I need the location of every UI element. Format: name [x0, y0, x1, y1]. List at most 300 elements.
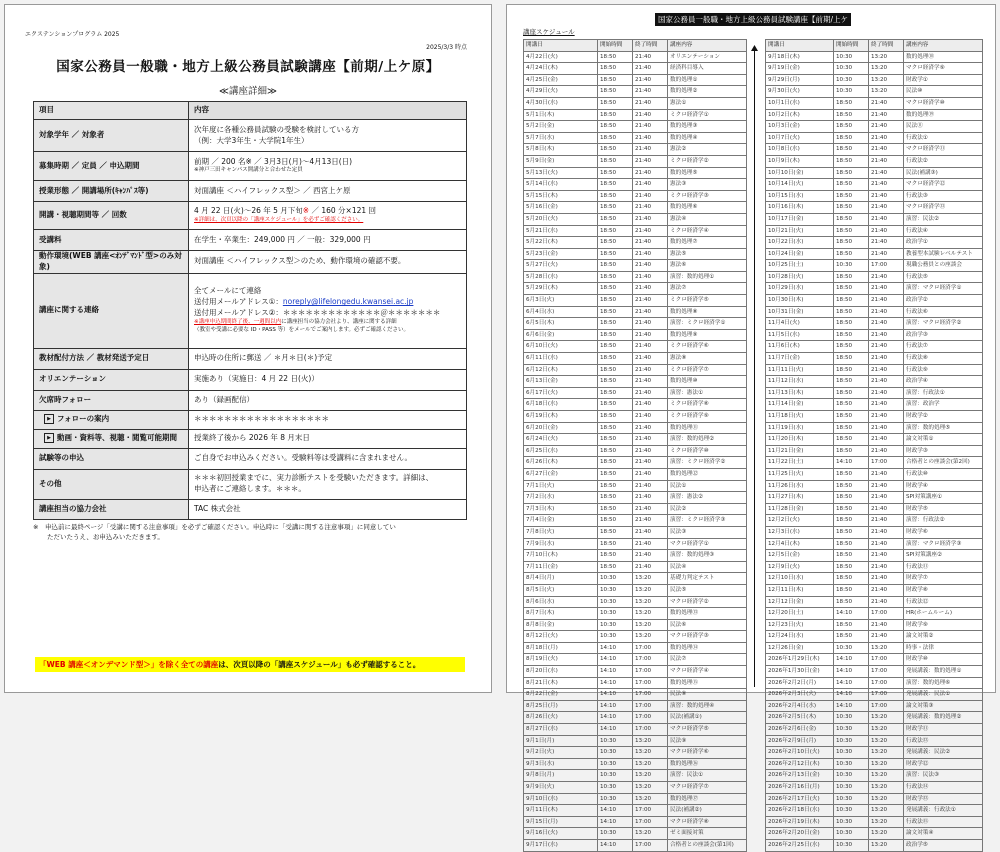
schedule-content: 数的処理⑰: [668, 793, 747, 805]
schedule-start: 10:30: [834, 770, 869, 782]
schedule-end: 21:40: [869, 237, 904, 249]
schedule-end: 21:40: [633, 295, 668, 307]
schedule-date: 2026年2月4日(水): [766, 700, 834, 712]
schedule-start: 18:50: [834, 144, 869, 156]
notice-mark: ※: [33, 523, 39, 531]
schedule-row: [766, 132, 983, 144]
schedule-content: 発展講義：数的処理①: [904, 666, 983, 678]
schedule-date: 2026年2月20日(金): [766, 828, 834, 840]
schedule-content: 時事・法律: [904, 642, 983, 654]
schedule-date: 9月18日(木): [766, 51, 834, 63]
schedule-row: [766, 839, 983, 851]
schedule-content: 民法⑤: [668, 584, 747, 596]
schedule-date: 5月23日(金): [524, 248, 598, 260]
schedule-row: [524, 237, 747, 249]
schedule-start: 18:50: [834, 596, 869, 608]
schedule-date: 6月4日(水): [524, 306, 598, 318]
schedule-content: ミクロ経済学⑩: [668, 445, 747, 457]
other-line2: 申込者にご連絡します。＊＊＊。: [194, 484, 306, 494]
schedule-row: [766, 735, 983, 747]
schedule-row: [766, 387, 983, 399]
schedule-end: 21:40: [633, 515, 668, 527]
schedule-content: 演習：民法③: [904, 770, 983, 782]
schedule-date: 10月10日(金): [766, 167, 834, 179]
schedule-start: 10:30: [834, 86, 869, 98]
schedule-date: 10月16日(木): [766, 202, 834, 214]
schedule-date: 6月13日(金): [524, 376, 598, 388]
schedule-content: 数的処理⑬: [668, 608, 747, 620]
other-line1: ＊＊＊初回授業までに、実力診断テストを受験いただきます。詳細は、: [194, 473, 434, 483]
schedule-start: 18:50: [834, 341, 869, 353]
schedule-start: 18:50: [834, 179, 869, 191]
schedule-end: 21:40: [869, 468, 904, 480]
schedule-end: 21:40: [633, 167, 668, 179]
schedule-start: 14:10: [598, 805, 633, 817]
schedule-end: 13:20: [869, 770, 904, 782]
schedule-content: 財政学①: [904, 74, 983, 86]
schedule-date: 2026年1月30日(金): [766, 666, 834, 678]
period-count: ／ 160 分×121 回: [309, 206, 377, 216]
schedule-start: 14:10: [834, 666, 869, 678]
schedule-date: 6月10日(火): [524, 341, 598, 353]
schedule-end: 13:20: [633, 782, 668, 794]
schedule-date: 10月28日(火): [766, 271, 834, 283]
schedule-row: [524, 712, 747, 724]
schedule-end: 21:40: [633, 283, 668, 295]
schedule-row: [524, 271, 747, 283]
schedule-content: 演習：政治学: [904, 399, 983, 411]
schedule-row: [524, 213, 747, 225]
schedule-date: 4月29日(火): [524, 86, 598, 98]
schedule-date: 8月6日(水): [524, 596, 598, 608]
schedule-end: 21:40: [633, 434, 668, 446]
schedule-date: 8月18日(月): [524, 642, 598, 654]
schedule-end: 13:20: [869, 816, 904, 828]
schedule-content: 数的処理⑨: [668, 329, 747, 341]
schedule-date: 6月11日(水): [524, 353, 598, 365]
schedule-start: 18:50: [598, 86, 633, 98]
schedule-content: 憲法⑥: [668, 260, 747, 272]
recruit-line1: 前期 ／ 200 名※ ／ 3月3日(月)～4月13日(日): [194, 156, 353, 166]
schedule-date: 12月3日(水): [766, 526, 834, 538]
schedule-row: [524, 144, 747, 156]
orientation-key: オリエンテーション: [34, 369, 189, 390]
schedule-content: 民法(補講③): [904, 167, 983, 179]
schedule-date: 4月30日(水): [524, 97, 598, 109]
fee-value: 在学生・卒業生：249,000 円 ／ 一般：329,000 円: [189, 230, 467, 251]
recruit-value: [189, 152, 467, 181]
schedule-content: 財政学⑩: [904, 654, 983, 666]
schedule-date: 12月24日(水): [766, 631, 834, 643]
schedule-start: 18:50: [834, 167, 869, 179]
schedule-start: 18:50: [598, 492, 633, 504]
notice-text: [33, 522, 473, 543]
schedule-start: 10:30: [598, 735, 633, 747]
schedule-end: 21:40: [633, 86, 668, 98]
schedule-end: 21:40: [633, 63, 668, 75]
schedule-content: 行政法⑧: [904, 353, 983, 365]
schedule-content: 行政法⑭: [904, 782, 983, 794]
schedule-start: 18:50: [834, 132, 869, 144]
schedule-row: [524, 86, 747, 98]
play-icon: ▶: [44, 414, 54, 424]
schedule-header-start: 開始時間: [834, 40, 869, 52]
schedule-row: [766, 109, 983, 121]
target-line1: 次年度に各種公務員試験の受験を検討している方: [194, 124, 359, 134]
schedule-date: 4月24日(木): [524, 63, 598, 75]
schedule-start: 18:50: [598, 376, 633, 388]
schedule-content: マクロ経済学③: [668, 631, 747, 643]
schedule-date: 5月7日(水): [524, 132, 598, 144]
schedule-start: 14:10: [834, 677, 869, 689]
schedule-start: 18:50: [598, 190, 633, 202]
schedule-row: [524, 538, 747, 550]
schedule-date: 9月17日(水): [524, 839, 598, 851]
schedule-end: 21:40: [869, 225, 904, 237]
schedule-content: 憲法⑤: [668, 248, 747, 260]
schedule-start: 10:30: [834, 260, 869, 272]
schedule-end: 21:40: [633, 74, 668, 86]
schedule-start: 10:30: [598, 631, 633, 643]
schedule-start: 18:50: [834, 550, 869, 562]
schedule-content: 演習：数的処理③: [668, 550, 747, 562]
schedule-start: 18:50: [834, 619, 869, 631]
schedule-start: 18:50: [598, 353, 633, 365]
schedule-row: [524, 550, 747, 562]
schedule-start: 18:50: [834, 213, 869, 225]
schedule-content: 財政学⑤: [904, 503, 983, 515]
schedule-end: 13:20: [869, 51, 904, 63]
schedule-end: 13:20: [633, 619, 668, 631]
schedule-content: 数的処理⑲: [904, 109, 983, 121]
schedule-row: [766, 457, 983, 469]
schedule-row: [766, 492, 983, 504]
schedule-content: 民法⑪: [904, 121, 983, 133]
schedule-end: 21:40: [869, 329, 904, 341]
schedule-start: 18:50: [598, 445, 633, 457]
schedule-row: [766, 329, 983, 341]
schedule-date: 11月11日(火): [766, 364, 834, 376]
other-value: [189, 469, 467, 499]
schedule-end: 17:00: [869, 654, 904, 666]
schedule-start: 18:50: [834, 376, 869, 388]
schedule-content: 数的処理⑮: [668, 677, 747, 689]
schedule-date: 5月15日(木): [524, 190, 598, 202]
schedule-end: 21:40: [869, 283, 904, 295]
schedule-end: 13:20: [869, 74, 904, 86]
header-item: 項目: [34, 102, 189, 120]
schedule-row: [524, 793, 747, 805]
schedule-content: マクロ経済学⑬: [904, 202, 983, 214]
schedule-row: [766, 805, 983, 817]
schedule-end: 17:00: [633, 689, 668, 701]
target-line2: （例：大学3年生・大学院1年生）: [194, 135, 309, 145]
schedule-start: 18:50: [598, 295, 633, 307]
schedule-start: 18:50: [834, 318, 869, 330]
schedule-end: 21:40: [633, 318, 668, 330]
schedule-content: 演習：数的処理①: [668, 271, 747, 283]
schedule-date: 6月19日(木): [524, 411, 598, 423]
schedule-date: 2026年2月19日(木): [766, 816, 834, 828]
schedule-start: 10:30: [834, 51, 869, 63]
schedule-row: [524, 63, 747, 75]
schedule-end: 17:00: [869, 689, 904, 701]
schedule-end: 21:40: [869, 515, 904, 527]
schedule-end: 21:40: [869, 584, 904, 596]
schedule-row: [766, 434, 983, 446]
schedule-end: 17:00: [633, 816, 668, 828]
schedule-end: 21:40: [869, 480, 904, 492]
schedule-start: 18:50: [598, 306, 633, 318]
schedule-start: 14:10: [598, 700, 633, 712]
notice-line1: [33, 522, 473, 532]
schedule-content: 民法①: [668, 480, 747, 492]
schedule-content: 発展講義：数的処理②: [904, 712, 983, 724]
schedule-start: 14:10: [834, 457, 869, 469]
schedule-date: 11月12日(水): [766, 376, 834, 388]
schedule-content: 憲法⑧: [668, 353, 747, 365]
schedule-content: ミクロ経済学⑦: [668, 364, 747, 376]
schedule-row: [524, 376, 747, 388]
schedule-content: 演習：民法①: [668, 770, 747, 782]
schedule-end: 21:40: [869, 387, 904, 399]
schedule-end: 21:40: [869, 190, 904, 202]
schedule-date: 10月25日(土): [766, 260, 834, 272]
schedule-start: 18:50: [834, 353, 869, 365]
schedule-content: 数的処理②: [668, 86, 747, 98]
schedule-row: [524, 445, 747, 457]
schedule-date: 2026年2月25日(水): [766, 839, 834, 851]
schedule-content: 数的処理⑯: [668, 758, 747, 770]
schedule-date: 11月28日(金): [766, 503, 834, 515]
schedule-end: 17:00: [633, 666, 668, 678]
schedule-content: 数的処理⑦: [668, 237, 747, 249]
schedule-row: [766, 747, 983, 759]
schedule-content: マクロ経済学⑩: [904, 97, 983, 109]
period-key: 開講・視聴期間等 ／ 回数: [34, 202, 189, 230]
schedule-row: [524, 677, 747, 689]
schedule-start: 10:30: [834, 747, 869, 759]
schedule-row: [766, 724, 983, 736]
schedule-end: 13:20: [869, 828, 904, 840]
schedule-date: 11月26日(水): [766, 480, 834, 492]
schedule-end: 21:40: [633, 387, 668, 399]
schedule-row: [766, 596, 983, 608]
schedule-content: ミクロ経済学①: [668, 109, 747, 121]
period-value: [189, 202, 467, 230]
schedule-start: 18:50: [834, 492, 869, 504]
schedule-date: 6月6日(金): [524, 329, 598, 341]
schedule-start: 10:30: [834, 805, 869, 817]
schedule-row: [524, 515, 747, 527]
schedule-date: 10月29日(水): [766, 283, 834, 295]
schedule-end: 21:40: [633, 422, 668, 434]
schedule-content: 憲法②: [668, 144, 747, 156]
schedule-row: [766, 399, 983, 411]
schedule-row: [524, 167, 747, 179]
schedule-date: 5月1日(木): [524, 109, 598, 121]
schedule-end: 13:20: [633, 735, 668, 747]
schedule-content: 演習：行政法②: [904, 515, 983, 527]
schedule-end: 21:40: [869, 295, 904, 307]
absence-value: あり（録画配信）: [189, 390, 467, 410]
schedule-end: 13:20: [869, 782, 904, 794]
schedule-content: 論文対策④: [904, 828, 983, 840]
material-key: 教材配付方法 ／ 教材発送予定日: [34, 348, 189, 369]
schedule-start: 18:50: [834, 434, 869, 446]
schedule-row: [766, 295, 983, 307]
schedule-row: [766, 550, 983, 562]
schedule-date: 12月12日(金): [766, 596, 834, 608]
schedule-start: 10:30: [834, 793, 869, 805]
schedule-row: [766, 816, 983, 828]
schedule-header-end: 終了時間: [633, 40, 668, 52]
header-content: 内容: [189, 102, 467, 120]
schedule-start: 18:50: [598, 387, 633, 399]
schedule-end: 21:40: [633, 468, 668, 480]
schedule-start: 18:50: [598, 144, 633, 156]
schedule-table-right: [765, 39, 983, 852]
schedule-date: 9月1日(月): [524, 735, 598, 747]
schedule-row: [766, 97, 983, 109]
schedule-content: 演習：マクロ経済学②: [904, 318, 983, 330]
schedule-row: [766, 503, 983, 515]
schedule-row: [766, 202, 983, 214]
schedule-end: 21:40: [869, 619, 904, 631]
schedule-row: [766, 828, 983, 840]
schedule-content: 現職公務員との座談会: [904, 260, 983, 272]
schedule-start: 18:50: [834, 109, 869, 121]
notice-line2: ただいたうえ、お申込みいただきます。: [47, 533, 164, 542]
schedule-end: 21:40: [633, 329, 668, 341]
schedule-row: [766, 793, 983, 805]
schedule-row: [766, 538, 983, 550]
exam-value: ご自身でお申込みください。受験料等は受講料に含まれません。: [189, 448, 467, 469]
schedule-date: 11月7日(金): [766, 353, 834, 365]
schedule-start: 10:30: [834, 735, 869, 747]
partner-key: 講座担当の協力会社: [34, 499, 189, 519]
schedule-end: 17:00: [633, 654, 668, 666]
partner-value: TAC 株式会社: [189, 499, 467, 519]
schedule-end: 21:40: [869, 376, 904, 388]
schedule-row: [524, 179, 747, 191]
schedule-row: [766, 515, 983, 527]
schedule-end: 13:20: [869, 712, 904, 724]
schedule-row: [524, 839, 747, 851]
schedule-content: マクロ経済学①: [668, 538, 747, 550]
schedule-content: 数的処理⑫: [668, 468, 747, 480]
schedule-content: 演習：ミクロ経済学①: [668, 318, 747, 330]
contact-line3: 送付用メールアドレス②：＊＊＊＊＊＊＊＊＊＊＊＊＊＠＊＊＊＊＊＊＊: [194, 308, 441, 318]
schedule-end: 21:40: [869, 155, 904, 167]
schedule-start: 18:50: [598, 318, 633, 330]
schedule-row: [766, 411, 983, 423]
schedule-row: [524, 387, 747, 399]
period-line1: [194, 206, 461, 217]
schedule-row: [524, 468, 747, 480]
schedule-content: 政治学①: [904, 237, 983, 249]
schedule-end: 21:40: [869, 538, 904, 550]
schedule-date: 8月4日(月): [524, 573, 598, 585]
schedule-date: 2026年2月16日(月): [766, 782, 834, 794]
schedule-end: 13:20: [633, 608, 668, 620]
schedule-date: 6月17日(火): [524, 387, 598, 399]
schedule-row: [766, 306, 983, 318]
schedule-row: [766, 271, 983, 283]
schedule-content: ミクロ経済学④: [668, 225, 747, 237]
schedule-content: 行政法②: [904, 155, 983, 167]
schedule-end: 21:40: [869, 179, 904, 191]
schedule-date: 8月12日(火): [524, 631, 598, 643]
schedule-end: 21:40: [633, 526, 668, 538]
schedule-content: 演習：民法②: [904, 213, 983, 225]
schedule-end: 21:40: [633, 237, 668, 249]
schedule-start: 10:30: [834, 782, 869, 794]
schedule-start: 18:50: [598, 132, 633, 144]
schedule-start: 10:30: [834, 839, 869, 851]
schedule-date: 9月16日(火): [524, 828, 598, 840]
schedule-header-row: [766, 40, 983, 52]
schedule-start: 18:50: [598, 364, 633, 376]
schedule-row: [766, 260, 983, 272]
schedule-content: 行政法⑬: [904, 735, 983, 747]
schedule-date: 7月4日(金): [524, 515, 598, 527]
schedule-end: 21:40: [869, 97, 904, 109]
schedule-row: [766, 677, 983, 689]
schedule-end: 21:40: [633, 109, 668, 121]
schedule-content: 財政学⑧: [904, 584, 983, 596]
schedule-date: 9月19日(金): [766, 63, 834, 75]
schedule-end: 13:20: [633, 631, 668, 643]
schedule-date: 6月18日(水): [524, 399, 598, 411]
schedule-end: 21:40: [869, 318, 904, 330]
schedule-date: 12月10日(水): [766, 573, 834, 585]
schedule-content: 憲法⑦: [668, 283, 747, 295]
schedule-end: 21:40: [869, 364, 904, 376]
schedule-row: [524, 642, 747, 654]
contact-line5: （教室や受講に必要な ID・PASS 等）をメールでご案内します。必ずご確認ください。: [194, 327, 410, 334]
schedule-start: 18:50: [834, 190, 869, 202]
schedule-start: 18:50: [834, 225, 869, 237]
schedule-end: 17:00: [869, 457, 904, 469]
schedule-date: 11月20日(木): [766, 434, 834, 446]
exam-key: 試験等の申込: [34, 448, 189, 469]
email1-link[interactable]: noreply@lifelongedu.kwansei.ac.jp: [282, 297, 414, 307]
schedule-start: 18:50: [598, 167, 633, 179]
schedule-end: 17:00: [633, 700, 668, 712]
schedule-content: HR(ホームルーム): [904, 608, 983, 620]
schedule-start: 18:50: [834, 480, 869, 492]
schedule-row: [524, 248, 747, 260]
schedule-row: [524, 329, 747, 341]
period-mark: ※: [302, 206, 310, 216]
schedule-end: 21:40: [633, 121, 668, 133]
schedule-date: 12月9日(火): [766, 561, 834, 573]
schedule-end: 21:40: [633, 306, 668, 318]
schedule-start: 10:30: [834, 63, 869, 75]
schedule-end: 21:40: [869, 492, 904, 504]
schedule-content: ゼミ面接対策: [668, 828, 747, 840]
schedule-row: [766, 758, 983, 770]
schedule-label: 講座スケジュール: [523, 28, 575, 36]
contact-line4-rest: に講座担当の協力会社より、講座に関する詳細: [281, 319, 397, 326]
schedule-row: [766, 642, 983, 654]
schedule-start: 18:50: [834, 387, 869, 399]
schedule-date: 10月2日(木): [766, 109, 834, 121]
schedule-content: 政治学②: [904, 295, 983, 307]
schedule-content: マクロ経済学⑪: [904, 144, 983, 156]
schedule-end: 17:00: [869, 608, 904, 620]
